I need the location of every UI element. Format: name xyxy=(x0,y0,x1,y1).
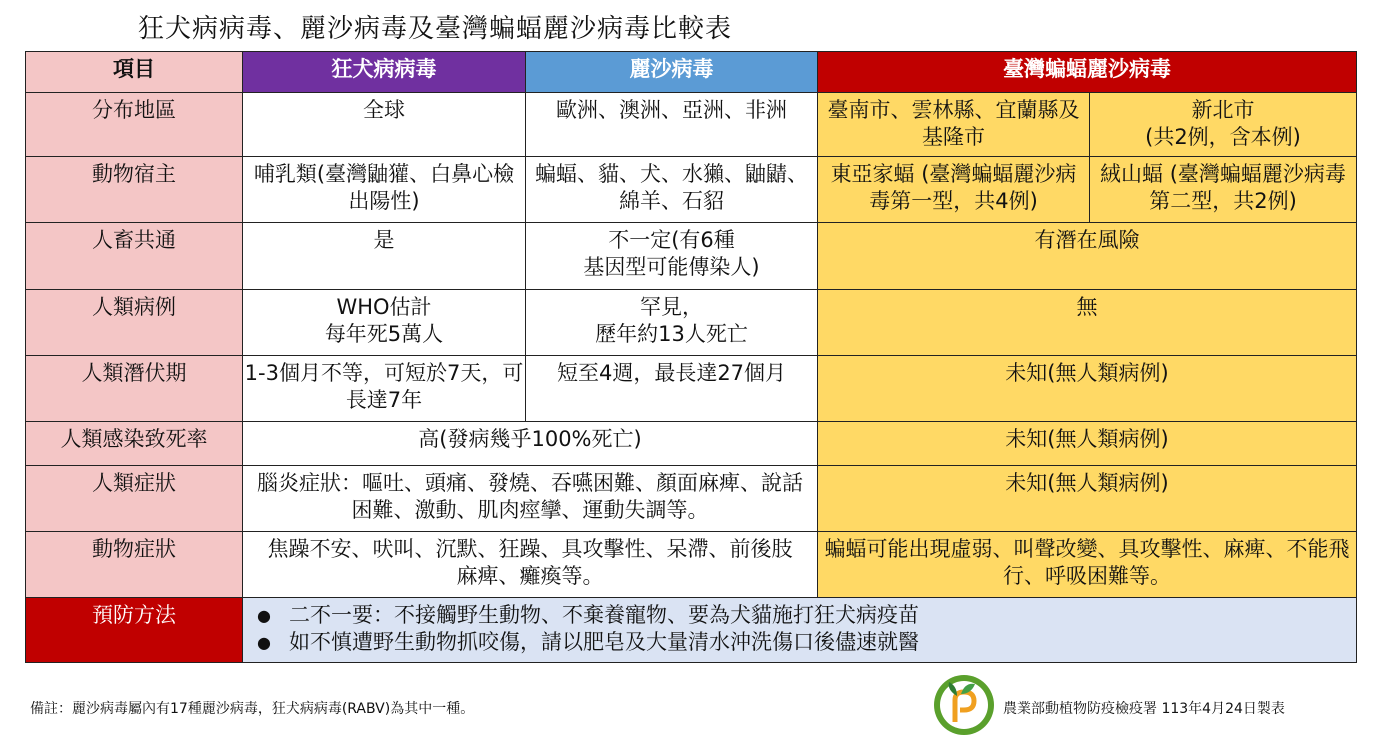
cell-rabies: WHO估計 每年死5萬人 xyxy=(243,289,526,355)
cell-tblv-a: 東亞家蝠 (臺灣蝙蝠麗沙病毒第一型，共4例) xyxy=(818,156,1090,222)
row-label: 人類潛伏期 xyxy=(26,355,243,421)
header-tblv: 臺灣蝙蝠麗沙病毒 xyxy=(818,52,1357,93)
row-label: 動物症狀 xyxy=(26,532,243,598)
footer-note: 備註：麗沙病毒屬內有17種麗沙病毒，狂犬病病毒(RABV)為其中一種。 xyxy=(30,701,475,717)
cell-tblv: 蝙蝠可能出現虛弱、叫聲改變、具攻擊性、麻痺、不能飛行、呼吸困難等。 xyxy=(818,532,1357,598)
header-item: 項目 xyxy=(26,52,243,93)
cell-rabies: 是 xyxy=(243,223,526,289)
cell-tblv: 無 xyxy=(818,289,1357,355)
table-row xyxy=(26,355,1357,421)
prevention-cell xyxy=(243,598,1357,663)
cell-rabies: 全球 xyxy=(243,93,526,156)
cell-lyssa: 歐洲、澳洲、亞洲、非洲 xyxy=(526,93,818,156)
row-label: 人類症狀 xyxy=(26,465,243,531)
bullet-icon: ● xyxy=(257,633,271,653)
cell-lyssa: 罕見， 歷年約13人死亡 xyxy=(526,289,818,355)
table-row xyxy=(26,223,1357,289)
table-row xyxy=(26,422,1357,465)
cell-tblv: 有潛在風險 xyxy=(818,223,1357,289)
header-row xyxy=(26,52,1357,93)
table-row xyxy=(26,532,1357,598)
cell-tblv: 未知(無人類病例) xyxy=(818,422,1357,465)
cell-shared: 腦炎症狀：嘔吐、頭痛、發燒、吞嚥困難、顏面麻痺、說話困難、激動、肌肉痙攣、運動失調等。 xyxy=(243,465,818,531)
row-label: 人類病例 xyxy=(26,289,243,355)
cell-lyssa: 短至4週，最長達27個月 xyxy=(526,355,818,421)
cell-rabies: 1-3個月不等，可短於7天，可長達7年 xyxy=(243,355,526,421)
cell-tblv-b: 絨山蝠 (臺灣蝙蝠麗沙病毒第二型，共2例) xyxy=(1090,156,1357,222)
prevention-text: 如不慎遭野生動物抓咬傷，請以肥皂及大量清水沖洗傷口後儘速就醫 xyxy=(288,630,919,655)
list-item xyxy=(257,629,1346,656)
footer-issuer: 農業部動植物防疫檢疫署 113年4月24日製表 xyxy=(1003,701,1285,717)
row-label: 人類感染致死率 xyxy=(26,422,243,465)
table-row xyxy=(26,465,1357,531)
row-label: 預防方法 xyxy=(26,598,243,663)
table-row xyxy=(26,156,1357,222)
row-label: 人畜共通 xyxy=(26,223,243,289)
row-label: 分布地區 xyxy=(26,93,243,156)
cell-shared: 高(發病幾乎100%死亡) xyxy=(243,422,818,465)
list-item xyxy=(257,602,1346,629)
cell-tblv-a: 臺南市、雲林縣、宜蘭縣及基隆市 xyxy=(818,93,1090,156)
cell-shared: 焦躁不安、吠叫、沉默、狂躁、具攻擊性、呆滯、前後肢麻痺、癱瘓等。 xyxy=(243,532,818,598)
table-row xyxy=(26,93,1357,156)
cell-tblv: 未知(無人類病例) xyxy=(818,355,1357,421)
header-lyssa: 麗沙病毒 xyxy=(526,52,818,93)
row-label: 動物宿主 xyxy=(26,156,243,222)
cell-rabies: 哺乳類(臺灣鼬獾、白鼻心檢出陽性) xyxy=(243,156,526,222)
bullet-icon: ● xyxy=(257,606,271,626)
cell-lyssa: 不一定(有6種 基因型可能傳染人) xyxy=(526,223,818,289)
cell-lyssa: 蝙蝠、貓、犬、水獺、鼬鼱、綿羊、石貂 xyxy=(526,156,818,222)
cell-tblv: 未知(無人類病例) xyxy=(818,465,1357,531)
cell-tblv-b: 新北市 (共2例，含本例) xyxy=(1090,93,1357,156)
comparison-table xyxy=(25,51,1357,663)
table-row xyxy=(26,598,1357,663)
table-row xyxy=(26,289,1357,355)
header-rabies: 狂犬病病毒 xyxy=(243,52,526,93)
agency-logo-icon xyxy=(933,674,995,736)
page-title: 狂犬病病毒、麗沙病毒及臺灣蝙蝠麗沙病毒比較表 xyxy=(138,14,733,44)
prevention-text: 二不一要：不接觸野生動物、不棄養寵物、要為犬貓施打狂犬病疫苗 xyxy=(288,603,919,628)
